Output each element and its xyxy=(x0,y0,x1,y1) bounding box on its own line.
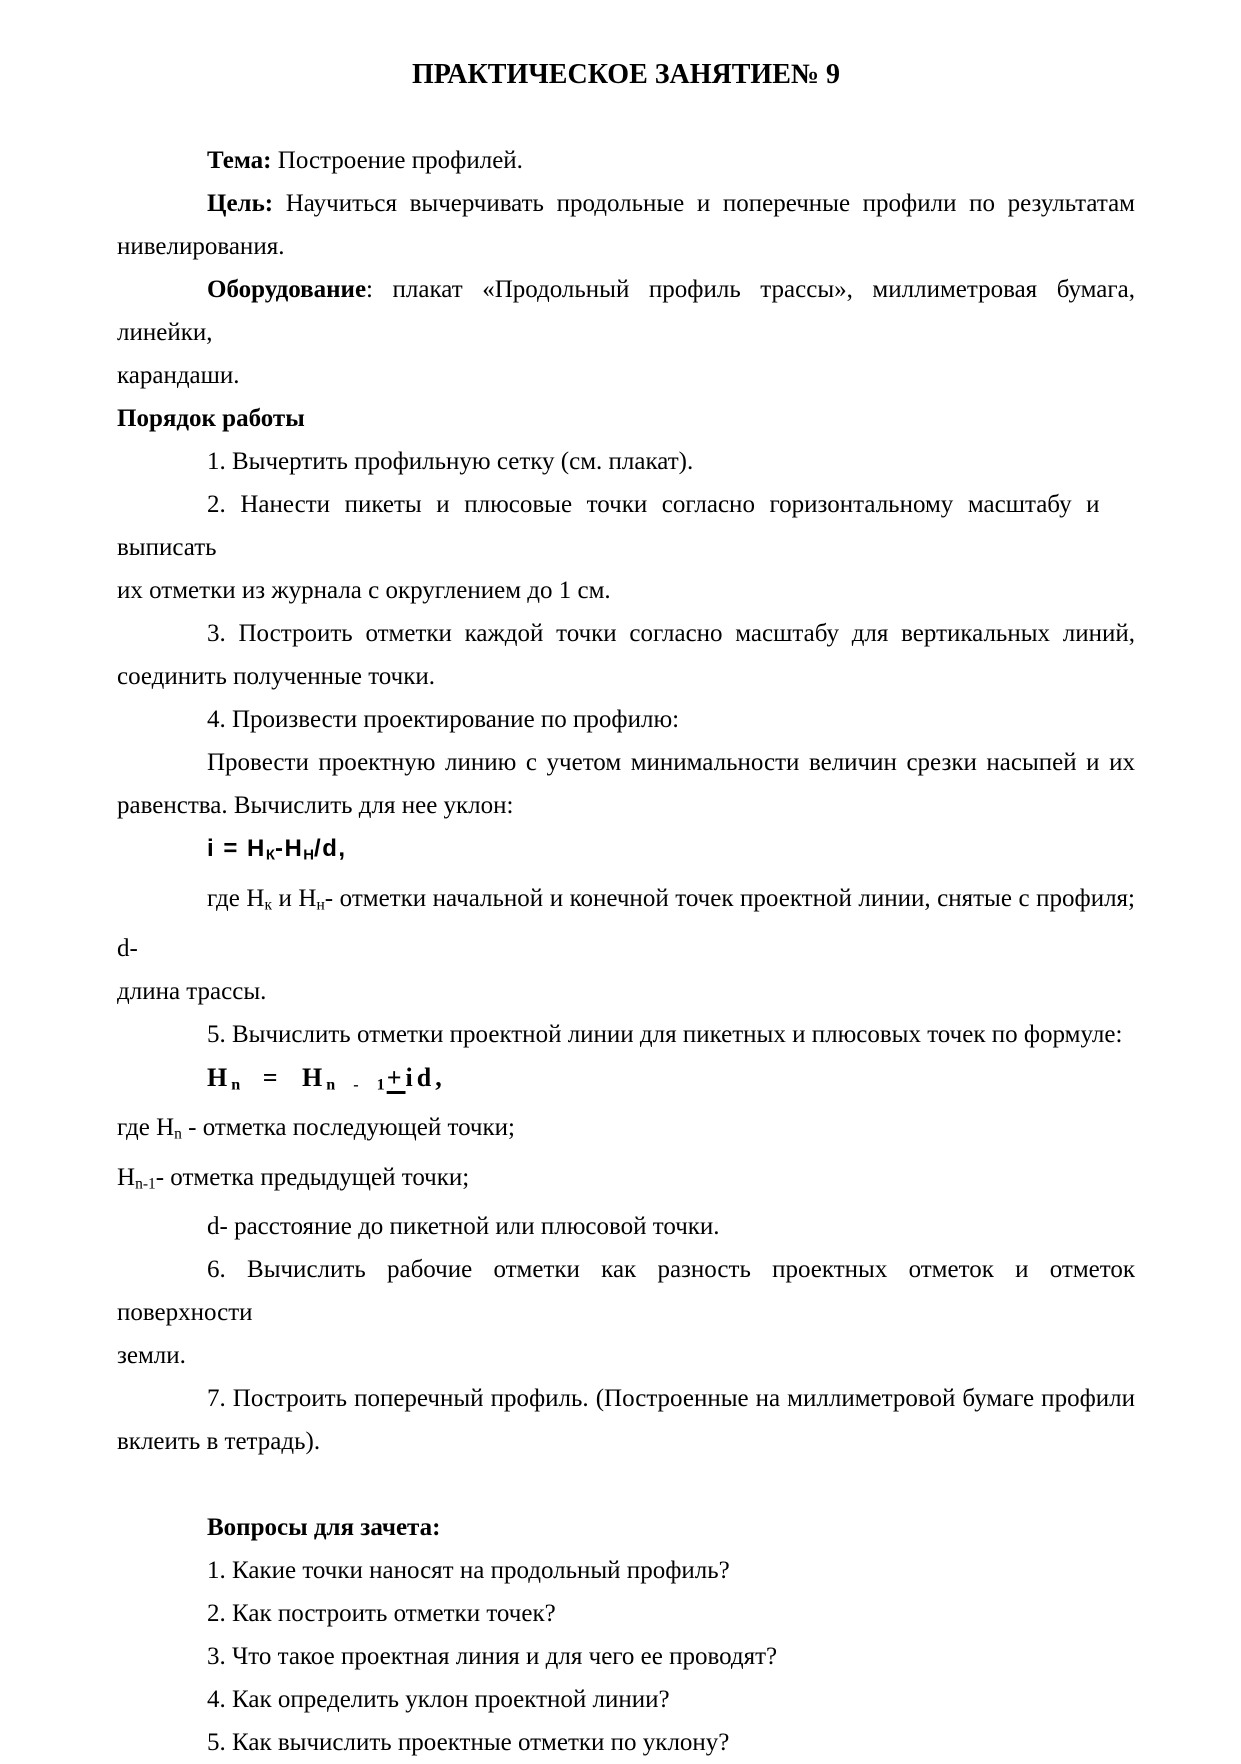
text-line xyxy=(117,1056,1135,1107)
text-line xyxy=(117,1592,1135,1635)
paragraph-tema xyxy=(117,139,1135,182)
text-segment: Построение профилей. xyxy=(271,147,523,174)
text-segment: id, xyxy=(405,1062,446,1092)
text-segment: Цель: xyxy=(207,190,274,217)
text-line xyxy=(117,1334,1135,1377)
subscript-text: n - 1 xyxy=(326,1076,387,1094)
text-line xyxy=(117,440,1135,483)
text-segment: i = H xyxy=(207,835,266,862)
text-segment: /d, xyxy=(314,835,347,862)
text-segment: 2. Нанести пикеты и плюсовые точки согласно горизонтальному масштабу и выписать xyxy=(117,491,1135,561)
question-3 xyxy=(117,1635,1135,1678)
text-segment: H xyxy=(207,1062,232,1092)
text-segment: 5. Вычислить отметки проектной линии для пикетных и плюсовых точек по формуле: xyxy=(207,1020,1123,1048)
paragraph-gde-hn xyxy=(117,1106,1135,1155)
paragraph-provesti xyxy=(117,741,1135,827)
text-line xyxy=(117,268,1135,354)
text-line xyxy=(117,182,1135,225)
text-segment: H xyxy=(117,1163,136,1191)
text-segment: и H xyxy=(271,885,317,913)
text-line xyxy=(117,1377,1135,1420)
text-segment: + xyxy=(386,1062,406,1092)
heading-voprosy xyxy=(117,1506,1135,1549)
text-segment: Вопросы для зачета: xyxy=(207,1514,441,1542)
text-line xyxy=(117,612,1135,655)
text-line xyxy=(117,569,1135,612)
text-segment: где H xyxy=(117,1114,175,1142)
text-line xyxy=(117,1506,1135,1549)
subscript-text: н xyxy=(316,896,325,914)
text-line xyxy=(117,877,1135,969)
text-segment: земли. xyxy=(117,1342,186,1370)
step-7 xyxy=(117,1377,1135,1463)
text-line xyxy=(117,970,1135,1013)
subscript-text: n-1 xyxy=(135,1175,156,1193)
paragraph-oborudovanie xyxy=(117,268,1135,397)
text-segment: вклеить в тетрадь). xyxy=(117,1428,321,1456)
text-line xyxy=(117,698,1135,741)
text-segment: d- расстояние до пикетной или плюсовой точки. xyxy=(207,1213,720,1241)
text-segment: 1. Вычертить профильную сетку (см. плакат). xyxy=(207,448,694,475)
subscript-text: n xyxy=(231,1076,243,1094)
step-5 xyxy=(117,1013,1135,1056)
text-segment: 4. Произвести проектирование по профилю: xyxy=(207,706,680,733)
text-line xyxy=(117,1248,1135,1334)
text-segment: нивелирования. xyxy=(117,233,285,260)
step-6 xyxy=(117,1248,1135,1377)
subscript-text: Н xyxy=(303,847,315,864)
step-1 xyxy=(117,440,1135,483)
formula-uklon xyxy=(117,827,1135,877)
question-2 xyxy=(117,1592,1135,1635)
text-segment: - отметка последующей точки; xyxy=(181,1114,515,1142)
text-segment: 1. Какие точки наносят на продольный профиль? xyxy=(207,1557,730,1585)
text-line xyxy=(117,1678,1135,1721)
text-segment: Тема: xyxy=(207,147,272,174)
subscript-text: К xyxy=(265,847,275,864)
text-segment: 7. Построить поперечный профиль. (Построенные на миллиметровой бумаге профили xyxy=(207,1385,1135,1413)
text-line xyxy=(117,139,1135,182)
text-segment: 3. Построить отметки каждой точки согласно масштабу для вертикальных линий, xyxy=(207,620,1135,647)
paragraph-d xyxy=(117,1205,1135,1248)
text-line xyxy=(117,784,1135,827)
text-segment: где H xyxy=(207,885,265,913)
text-line xyxy=(117,1420,1135,1463)
paragraph-gde-hk xyxy=(117,877,1135,1012)
subscript-text: к xyxy=(264,896,272,914)
question-4 xyxy=(117,1678,1135,1721)
text-line xyxy=(117,1106,1135,1155)
text-line xyxy=(117,1635,1135,1678)
question-1 xyxy=(117,1549,1135,1592)
text-line xyxy=(117,354,1135,397)
text-line xyxy=(117,225,1135,268)
text-segment: Порядок работы xyxy=(117,405,305,432)
text-segment: - отметка предыдущей точки; xyxy=(155,1163,470,1191)
text-line xyxy=(117,1721,1135,1764)
paragraph-tsel xyxy=(117,182,1135,268)
text-line xyxy=(117,1549,1135,1592)
text-segment: 2. Как построить отметки точек? xyxy=(207,1600,556,1628)
text-line xyxy=(117,655,1135,698)
document-title: ПРАКТИЧЕСКОЕ ЗАНЯТИЕ№ 9 xyxy=(411,59,841,90)
text-segment: равенства. Вычислить для нее уклон: xyxy=(117,792,514,819)
heading-poryadok-raboty xyxy=(117,397,1135,440)
text-segment: Оборудование xyxy=(207,276,367,303)
formula-otmetki xyxy=(117,1056,1135,1107)
text-segment: карандаши. xyxy=(117,362,240,389)
text-line xyxy=(117,1205,1135,1248)
document-body xyxy=(117,139,1135,1764)
step-2 xyxy=(117,483,1135,612)
step-3 xyxy=(117,612,1135,698)
blank-line xyxy=(117,1463,1135,1506)
text-segment: Провести проектную линию с учетом минимальности величин срезки насыпей и их xyxy=(207,749,1135,776)
question-5 xyxy=(117,1721,1135,1764)
text-segment: Научиться вычерчивать продольные и поперечные профили по результатам xyxy=(273,190,1135,217)
text-line xyxy=(117,827,1135,877)
text-line xyxy=(117,397,1135,440)
text-segment: 4. Как определить уклон проектной линии? xyxy=(207,1686,670,1714)
text-segment: 3. Что такое проектная линия и для чего ее проводят? xyxy=(207,1643,778,1671)
text-line xyxy=(117,1013,1135,1056)
text-line xyxy=(117,483,1135,569)
text-segment: -H xyxy=(274,835,304,862)
text-segment: соединить полученные точки. xyxy=(117,663,435,690)
text-segment: - отметки начальной и конечной точек проектной линии, снятые с профиля; d- xyxy=(117,885,1136,962)
text-line xyxy=(117,1156,1135,1205)
text-segment: длина трассы. xyxy=(117,977,267,1005)
paragraph-hn-1 xyxy=(117,1156,1135,1205)
text-segment: : плакат «Продольный профиль трассы», миллиметровая бумага, линейки, xyxy=(117,276,1135,346)
text-segment: 5. Как вычислить проектные отметки по уклону? xyxy=(207,1729,730,1757)
text-line xyxy=(117,741,1135,784)
text-segment: их отметки из журнала с округлением до 1 см. xyxy=(117,577,611,604)
subscript-text: n xyxy=(174,1125,182,1143)
text-segment: 6. Вычислить рабочие отметки как разность проектных отметок и отметок поверхности xyxy=(117,1256,1135,1327)
step-4 xyxy=(117,698,1135,741)
text-segment: = H xyxy=(242,1062,327,1092)
